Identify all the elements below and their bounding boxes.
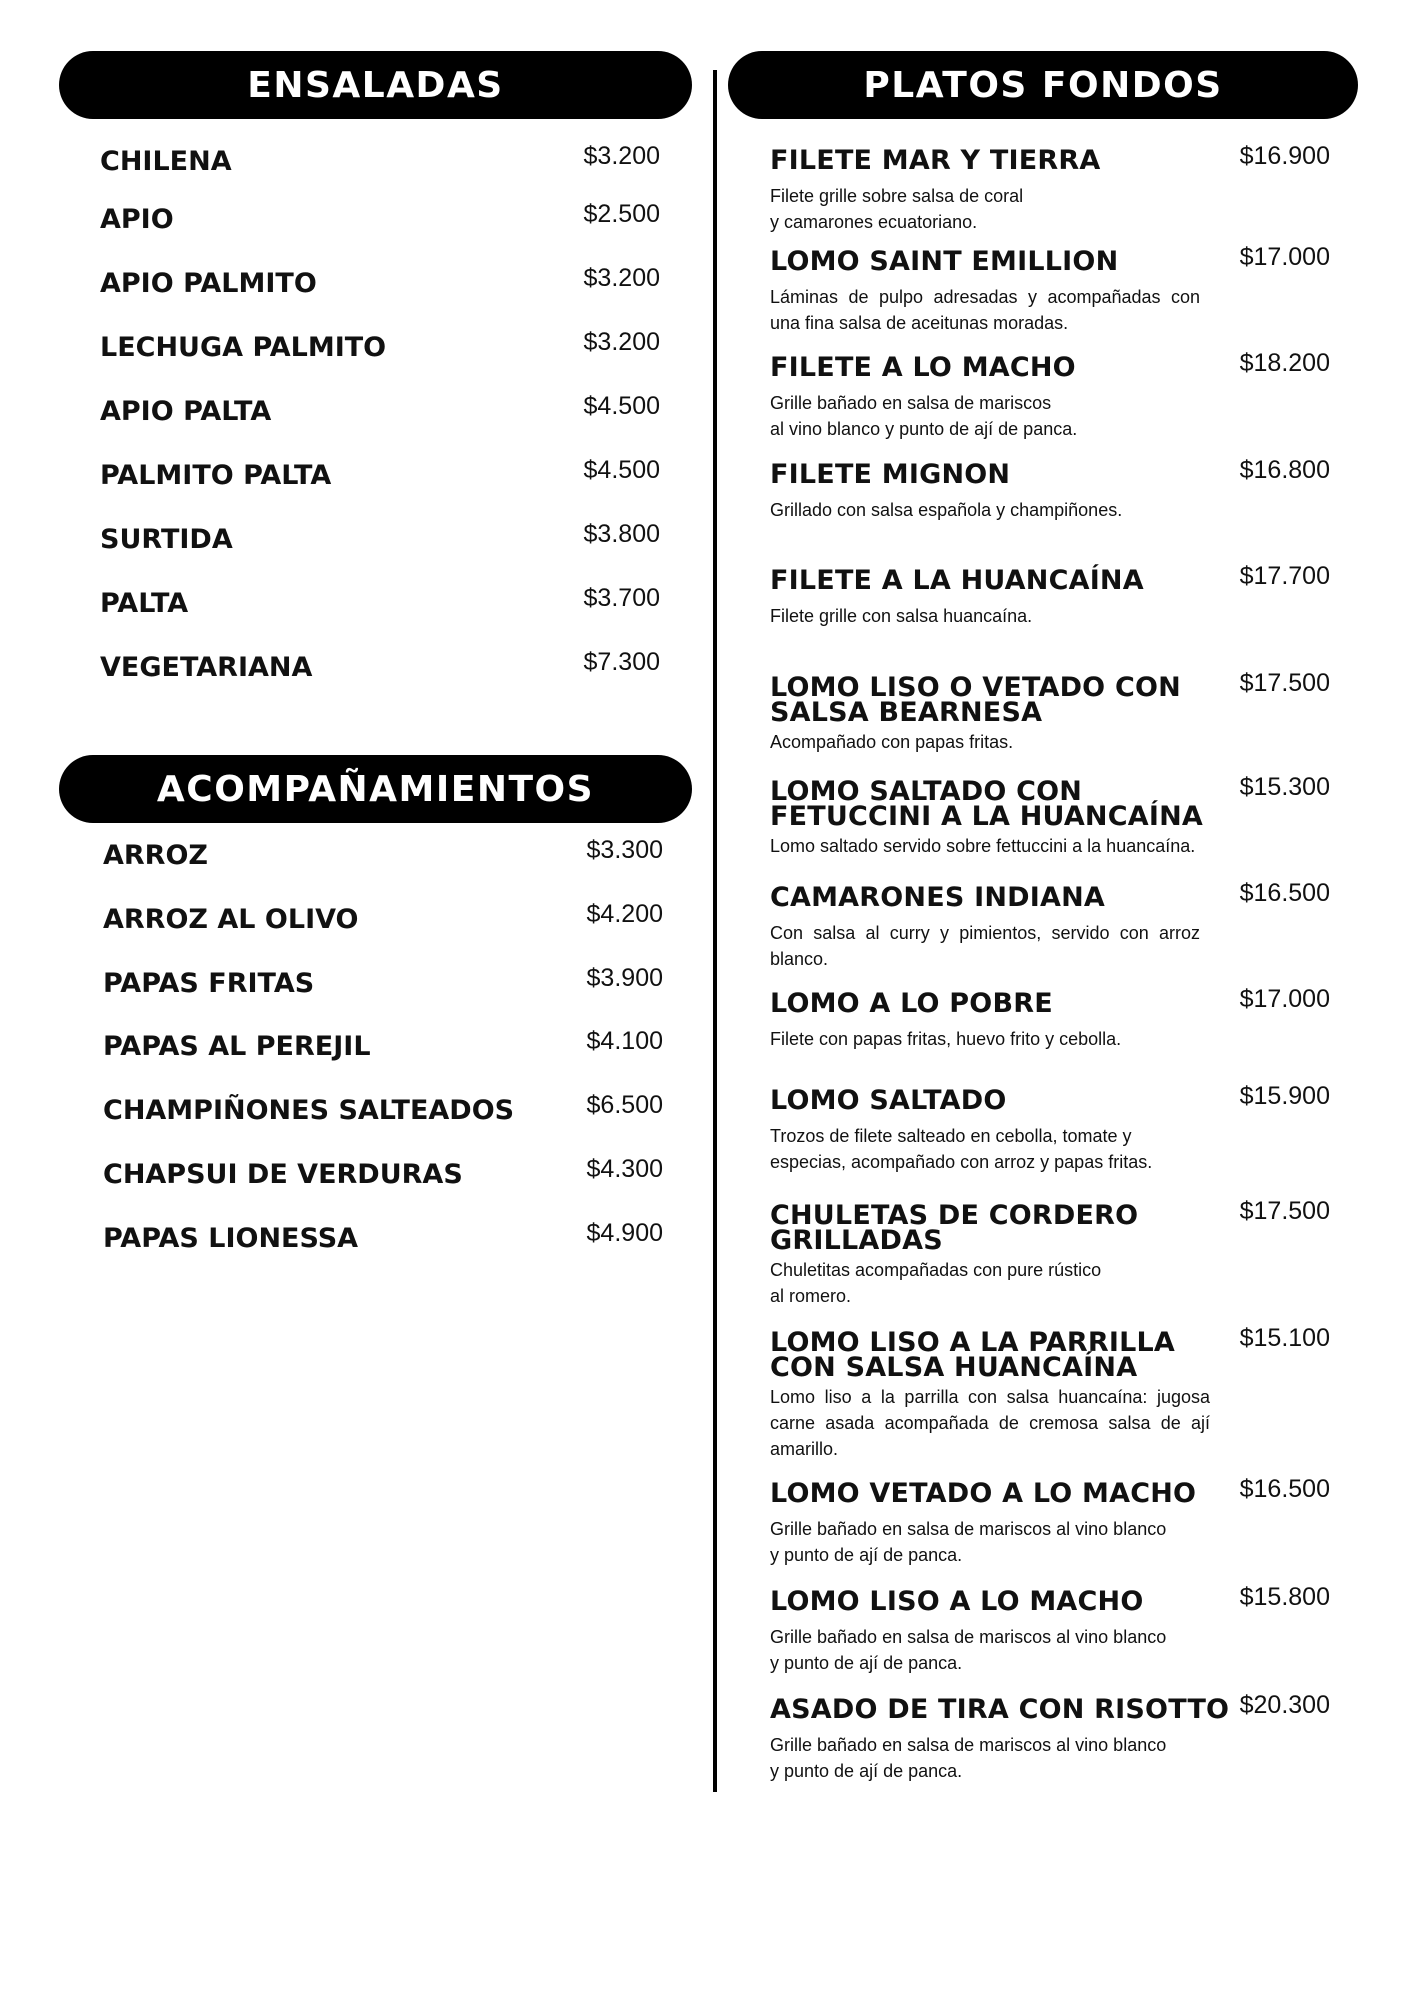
item-name: APIO PALMITO [100,268,317,299]
dish-description: Con salsa al curry y pimientos, servido con arroz blanco. [770,923,1200,969]
dish-price: $16.800 [1239,456,1330,484]
item-name: CHAMPIÑONES SALTEADOS [103,1095,515,1126]
item-name: PALTA [100,588,189,619]
menu-item [100,264,660,304]
dish [770,1082,1330,1175]
ensaladas-header: ENSALADAS [59,51,692,119]
dish-description: Filete grille con salsa huancaína. [770,606,1033,626]
dish-name: LOMO LISO O VETADO CON SALSA BEARNESA [770,672,1181,728]
menu-item [103,900,663,940]
item-price: $3.200 [583,142,660,170]
platos-fondos-header: PLATOS FONDOS [728,51,1358,119]
dish-description: Chuletitas acompañadas con pure rústico al romero. [770,1260,1102,1306]
item-name: SURTIDA [100,524,233,555]
column-divider [713,70,717,1792]
dish-price: $18.200 [1239,349,1330,377]
dish-description: Grille bañado en salsa de mariscos al vino blanco y punto de ají de panca. [770,393,1078,439]
dish-name: LOMO SALTADO [770,1085,1007,1116]
dish [770,142,1330,235]
item-price: $7.300 [583,648,660,676]
item-name: CHILENA [100,146,232,177]
dish-description: Trozos de filete salteado en cebolla, tomate y especias, acompañado con arroz y papas fritas. [770,1126,1153,1172]
item-name: LECHUGA PALMITO [100,332,387,363]
dish-name: LOMO VETADO A LO MACHO [770,1478,1197,1509]
item-name: VEGETARIANA [100,652,313,683]
dish [770,1197,1330,1309]
dish-price: $15.900 [1239,1082,1330,1110]
item-name: APIO [100,204,174,235]
dish-name: FILETE MAR Y TIERRA [770,145,1101,176]
item-price: $4.500 [583,456,660,484]
item-price: $4.500 [583,392,660,420]
menu-item [100,392,660,432]
dish-price: $15.800 [1239,1583,1330,1611]
dish-description: Láminas de pulpo adresadas y acompañadas con una fina salsa de aceitunas moradas. [770,287,1200,333]
dish [770,669,1330,755]
menu-item [103,1219,663,1259]
item-price: $6.500 [586,1091,663,1119]
dish-price: $17.000 [1239,243,1330,271]
item-price: $2.500 [583,200,660,228]
dish [770,879,1330,972]
dish-price: $17.000 [1239,985,1330,1013]
dish [770,1583,1330,1676]
dish-price: $15.300 [1239,773,1330,801]
dish-price: $15.100 [1239,1324,1330,1352]
menu-item [100,200,660,240]
item-name: ARROZ [103,840,209,871]
menu-item [103,1091,663,1131]
dish-name: LOMO LISO A LO MACHO [770,1586,1144,1617]
acompanamientos-header: ACOMPAÑAMIENTOS [59,755,692,823]
dish [770,773,1330,859]
dish-description: Grille bañado en salsa de mariscos al vino blanco y punto de ají de panca. [770,1519,1167,1565]
dish-description: Filete con papas fritas, huevo frito y cebolla. [770,1029,1122,1049]
item-price: $4.100 [586,1027,663,1055]
dish-name: LOMO SALTADO CON FETUCCINI A LA HUANCAÍNA [770,776,1203,832]
dish-price: $16.500 [1239,879,1330,907]
item-name: ARROZ AL OLIVO [103,904,359,935]
item-name: PAPAS FRITAS [103,968,315,999]
item-price: $3.700 [583,584,660,612]
dish-name: LOMO SAINT EMILLION [770,246,1119,277]
dish-description: Lomo saltado servido sobre fettuccini a la huancaína. [770,836,1196,856]
menu-item [103,1155,663,1195]
menu-item [103,1027,663,1067]
dish-price: $17.500 [1239,669,1330,697]
dish [770,985,1330,1052]
menu-item [100,328,660,368]
menu-item [103,964,663,1004]
item-price: $3.900 [586,964,663,992]
dish-description: Grille bañado en salsa de mariscos al vino blanco y punto de ají de panca. [770,1627,1167,1673]
dish-price: $20.300 [1239,1691,1330,1719]
dish-description: Grille bañado en salsa de mariscos al vino blanco y punto de ají de panca. [770,1735,1167,1781]
item-name: CHAPSUI DE VERDURAS [103,1159,463,1190]
dish-price: $16.500 [1239,1475,1330,1503]
dish-name: FILETE MIGNON [770,459,1011,490]
dish-price: $17.700 [1239,562,1330,590]
dish-description: Grillado con salsa española y champiñones. [770,500,1123,520]
item-price: $3.200 [583,328,660,356]
item-name: APIO PALTA [100,396,272,427]
item-price: $3.800 [583,520,660,548]
dish-name: LOMO LISO A LA PARRILLA CON SALSA HUANCAÍNA [770,1327,1175,1383]
dish-price: $16.900 [1239,142,1330,170]
dish-name: ASADO DE TIRA CON RISOTTO [770,1694,1230,1725]
item-price: $3.300 [586,836,663,864]
dish [770,456,1330,523]
menu-item [100,520,660,560]
menu-item [100,456,660,496]
dish-price: $17.500 [1239,1197,1330,1225]
dish-name: CHULETAS DE CORDERO GRILLADAS [770,1200,1139,1256]
menu-item [103,836,663,876]
item-price: $4.300 [586,1155,663,1183]
dish-name: CAMARONES INDIANA [770,882,1105,913]
menu-item [100,648,660,688]
dish [770,1324,1330,1462]
item-price: $4.200 [586,900,663,928]
item-name: PAPAS AL PEREJIL [103,1031,371,1062]
item-price: $3.200 [583,264,660,292]
item-price: $4.900 [586,1219,663,1247]
item-name: PALMITO PALTA [100,460,332,491]
dish-description: Acompañado con papas fritas. [770,732,1014,752]
dish [770,349,1330,442]
dish-description: Filete grille sobre salsa de coral y camarones ecuatoriano. [770,186,1024,232]
dish [770,562,1330,629]
dish [770,243,1330,336]
dish-name: FILETE A LA HUANCAÍNA [770,565,1144,596]
item-name: PAPAS LIONESSA [103,1223,359,1254]
dish-description: Lomo liso a la parrilla con salsa huancaína: jugosa carne asada acompañada de cremosa salsa de ají amarillo. [770,1387,1210,1459]
dish-name: FILETE A LO MACHO [770,352,1076,383]
menu-item [100,584,660,624]
dish [770,1475,1330,1568]
dish [770,1691,1330,1784]
menu-item [100,142,660,182]
dish-name: LOMO A LO POBRE [770,988,1053,1019]
